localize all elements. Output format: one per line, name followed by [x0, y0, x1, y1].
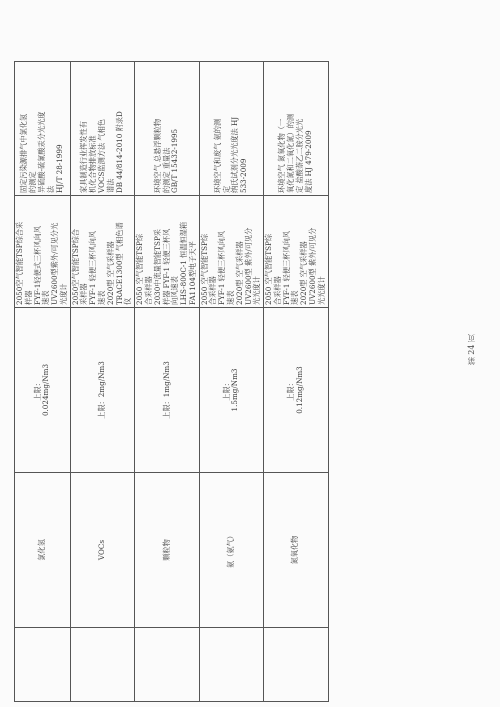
method-cell-line: 纳氏试剂分光光度法 HJ [230, 116, 240, 193]
instrument-cell-line: 样器 [23, 290, 33, 305]
method-cell [70, 62, 134, 196]
table-row [199, 62, 263, 702]
limit-cell-line: 上限： [286, 379, 296, 401]
instrument-cell-line: 样器 FYF-1 轻便三杯风 [161, 228, 171, 305]
method-cell [135, 62, 199, 196]
instrument-cell-line: 2020型 空气采样器 [234, 241, 244, 305]
instrument-cell-line: 2020型 空气采样器 [105, 241, 115, 305]
instrument-cell-line: 采样器 [79, 283, 89, 305]
instrument-cell-line: 2050空气智能TSP综合 [70, 229, 80, 305]
instrument-cell-line: FA1104型电子天平 [187, 241, 197, 305]
instrument-cell-line: 2030中流量智能TSP采 [152, 229, 162, 305]
method-cell-line: 环境空气和废气 氨的测 [212, 118, 222, 193]
rotated-table-wrapper [14, 62, 326, 702]
pollutant-cell: 颗粒物 [135, 473, 199, 628]
empty-cell [199, 628, 263, 702]
instrument-cell-line: UV2600型紫外/可见分光 [50, 222, 60, 305]
instrument-cell-line: FYF-1轻便式三杯风向风 [32, 226, 42, 305]
empty-cell [264, 628, 328, 702]
method-cell-line: 的测定 [28, 171, 38, 193]
instrument-cell-line: FYF-1 轻便三杯风向风 [217, 231, 227, 305]
instrument-cell-line: FYF-1 轻便三杯风向风 [88, 231, 98, 305]
pollutant-cell: 氮氧化物 [264, 473, 328, 628]
limit-cell [135, 308, 199, 473]
instrument-cell-line: UV2600型 紫外/可见分 [243, 227, 253, 305]
limit-cell-line: 1.5mg/Nm3 [230, 368, 240, 412]
limit-cell [15, 308, 71, 473]
table-row [15, 62, 71, 702]
instrument-cell-line: 2050空气智能TSP综合采 [15, 221, 24, 305]
instrument-cell-line: TRACE1300型 气相色谱 [114, 222, 124, 305]
method-cell-line: 定 [221, 185, 231, 193]
instrument-cell-line: 速表 [97, 290, 107, 305]
limit-cell-line: 上限： [32, 379, 42, 401]
instrument-cell-line: FYF-1 轻便三杯风向风 [281, 231, 291, 305]
method-cell-line: 环境空气 总悬浮颗粒物 [152, 118, 162, 193]
pollutant-cell: VOCs [70, 473, 134, 628]
method-cell-line: VOCS监测方法 气相色 [97, 119, 107, 193]
empty-cell [135, 628, 199, 702]
instrument-cell-line: 2050 空气智能TSP综 [135, 233, 145, 305]
limit-cell-line: 上限： [221, 379, 231, 401]
method-cell-line: 度法 HJ 479-2009 [303, 130, 313, 193]
instrument-cell-line: UV2600型 紫外/可见分 [308, 227, 317, 305]
empty-cell [15, 628, 71, 702]
method-cell-line: GB/T 15432-1995 [170, 128, 180, 193]
instrument-cell [199, 196, 263, 308]
method-cell [199, 62, 263, 196]
method-cell-line: 的测定 重量法 [161, 147, 171, 193]
limit-cell [70, 308, 134, 473]
instrument-cell-line: 2050 空气智能TSP综 [264, 233, 274, 305]
instrument-cell-line: 2020型 空气采样器 [299, 241, 309, 305]
instrument-cell-line: 速表 [225, 290, 235, 305]
method-cell-line: 机化合物排放标准 [88, 135, 98, 193]
instrument-cell-line: 光度计 [58, 283, 68, 305]
method-cell-line: DB 44/814-2010 附录D [114, 111, 124, 193]
instrument-cell [15, 196, 71, 308]
instrument-cell-line: 速表 [290, 290, 300, 305]
instrument-cell [70, 196, 134, 308]
method-cell-line: 533-2009 [239, 158, 249, 193]
instrument-cell-line: 光光度计 [316, 276, 326, 305]
limit-cell-line: 0.024mg/Nm3 [41, 363, 51, 417]
instrument-cell-line: 光光度计 [252, 276, 262, 305]
limit-cell [264, 308, 328, 473]
pollutant-cell: 氨（氨气） [199, 473, 263, 628]
instrument-cell-line: 仪 [123, 297, 133, 305]
empty-cell [70, 628, 134, 702]
limit-cell-line: 上限：1mg/Nm3 [161, 361, 171, 419]
method-cell-line: HJ/T 28-1999 [54, 144, 64, 193]
method-cell-line: 环境空气 氮氧化物（一 [277, 118, 287, 193]
limit-cell-line: 上限：2mg/Nm3 [97, 361, 107, 419]
instrument-cell [135, 196, 199, 308]
method-cell-line: 法 [45, 185, 55, 193]
page-number: 第 24 页 [467, 334, 476, 366]
instrument-cell [264, 196, 328, 308]
method-cell-line: 家具制造行业挥发性有 [79, 121, 89, 193]
limit-cell [199, 308, 263, 473]
instrument-cell-line: 向风速表 [170, 276, 180, 305]
instrument-cell-line: 合采样器 [143, 276, 153, 305]
instrument-cell-line: 合采样器 [272, 276, 282, 305]
method-cell-line: 异硫酸-硫氰酸汞分光光度 [36, 111, 46, 193]
pollutant-cell: 氯化氢 [15, 473, 71, 628]
method-cell [15, 62, 71, 196]
method-cell-line: 固定污染源排气中氯化氢 [19, 113, 29, 193]
method-cell-line: 定 盐酸萘乙二胺分光光 [294, 118, 304, 193]
instrument-cell-line: 2050 空气智能TSP综 [199, 233, 209, 305]
table-row [70, 62, 134, 702]
instrument-cell-line: LHS-800C-1 恒温恒湿箱 [179, 221, 189, 305]
limit-cell-line: 0.12mg/Nm3 [294, 366, 304, 414]
table-row [135, 62, 199, 702]
table-row [264, 62, 328, 702]
method-cell [264, 62, 328, 196]
method-cell-line: 谱法 [105, 178, 115, 193]
instrument-cell-line: 合采样器 [208, 276, 218, 305]
instrument-cell-line: 速表 [41, 290, 51, 305]
monitoring-methods-table [14, 61, 329, 702]
method-cell-line: 氧化氮和二氧化氮）的测 [286, 113, 296, 193]
